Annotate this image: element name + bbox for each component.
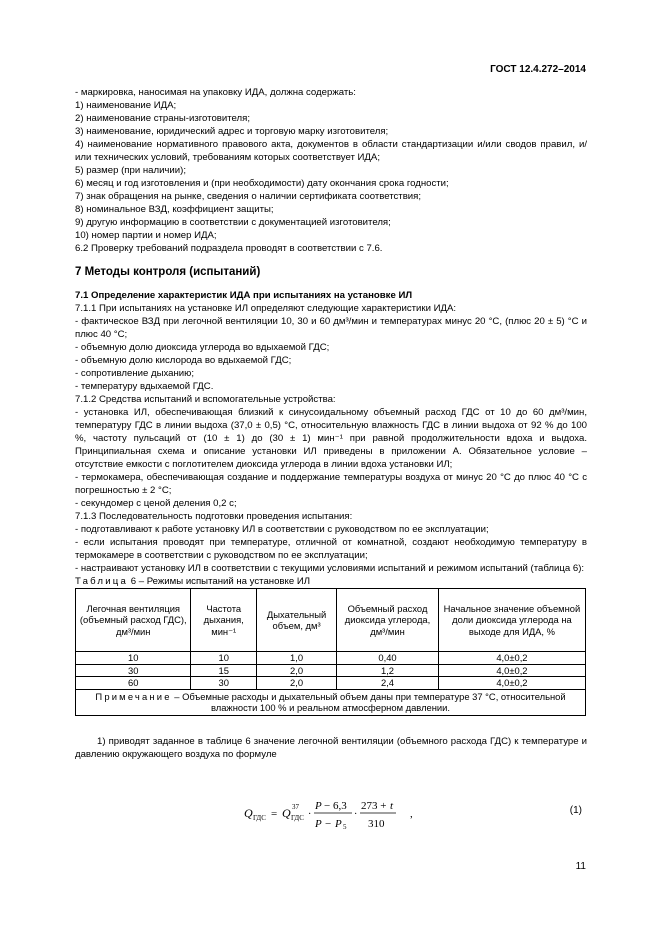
list-item: 6) месяц и год изготовления и (при необходимости) дату окончания срока годности; — [75, 178, 449, 189]
table-cell: 4,0±0,2 — [438, 652, 585, 665]
svg-text:Q: Q — [244, 806, 253, 820]
page-number: 11 — [575, 861, 586, 872]
table-header-cell: Частота дыхания, мин⁻¹ — [191, 589, 257, 652]
svg-text:=: = — [271, 808, 278, 820]
list-item: - объемную долю кислорода во вдыхаемой ГДС; — [75, 355, 292, 366]
svg-text:ГДС: ГДС — [291, 814, 304, 822]
table-cell: 1,2 — [337, 664, 439, 677]
table-cell: 0,40 — [337, 652, 439, 665]
list-item: - если испытания проводят при температуре, отличной от комнатной, создают необходимую температуру в термокамере в соответствии с руководством по ее эксплуатации; — [75, 537, 587, 561]
table-row — [76, 664, 586, 677]
list-item: 2) наименование страны-изготовителя; — [75, 113, 250, 124]
means-list — [75, 406, 587, 510]
svg-text:P: P — [315, 800, 322, 812]
document-header: ГОСТ 12.4.272–2014 — [490, 64, 586, 75]
list-item: - сопротивление дыханию; — [75, 368, 195, 379]
table-note — [76, 689, 586, 715]
table-header-cell: Легочная вентиляция (объемный расход ГДС), дм³/мин — [76, 589, 191, 652]
svg-text:P: P — [315, 818, 322, 830]
table-row — [76, 677, 586, 690]
list-item: - объемную долю диоксида углерода во вдыхаемой ГДС; — [75, 342, 330, 353]
table-cell: 4,0±0,2 — [438, 677, 585, 690]
paragraph-7-1-3: 7.1.3 Последовательность подготовки проведения испытания: — [75, 511, 353, 522]
table-cell: 60 — [76, 677, 191, 690]
list-item: 8) номинальное ВЗД, коэффициент защиты; — [75, 204, 274, 215]
list-item: 3) наименование, юридический адрес и торговую марку изготовителя; — [75, 126, 389, 137]
table-row — [76, 652, 586, 665]
table-note-row — [76, 689, 586, 715]
marking-list — [75, 99, 587, 242]
table-caption-text: 6 – Режимы испытаний на установке ИЛ — [130, 576, 311, 587]
svg-text:·: · — [308, 809, 312, 820]
list-intro: - маркировка, наносимая на упаковку ИДА, должна содержать: — [75, 87, 356, 98]
list-item: - температуру вдыхаемой ГДС. — [75, 381, 214, 392]
svg-text:P: P — [335, 818, 342, 830]
list-item: 1) наименование ИДА; — [75, 100, 177, 111]
subsection-7-1-heading: 7.1 Определение характеристик ИДА при испытаниях на установке ИЛ — [75, 290, 413, 301]
table-header-row — [76, 589, 586, 652]
table-header-cell: Объемный расход диоксида углерода, дм³/мин — [337, 589, 439, 652]
formula-graphic — [244, 795, 424, 831]
svg-text:273 +: 273 + — [361, 800, 387, 812]
formula-number: (1) — [569, 805, 582, 816]
svg-text:,: , — [410, 808, 413, 820]
svg-text:Q: Q — [282, 806, 291, 820]
table-cell: 2,0 — [256, 677, 336, 690]
table-cell: 30 — [76, 664, 191, 677]
table-cell: 10 — [191, 652, 257, 665]
list-item: 4) наименование нормативного правового акта, документов в области стандартизации и/или сводов правил, и/или технических условий, требованиям которых соответствует ИДА; — [75, 139, 587, 163]
svg-text:t: t — [390, 800, 394, 812]
table-cell: 4,0±0,2 — [438, 664, 585, 677]
list-item: - настраивают установку ИЛ в соответствии с текущими условиями испытаний и режимом испытаний (таблица 6): — [75, 563, 585, 574]
table-cell: 30 — [191, 677, 257, 690]
preparation-list — [75, 523, 587, 575]
list-item: 10) номер партии и номер ИДА; — [75, 230, 217, 241]
svg-text:− 6,3: − 6,3 — [324, 800, 347, 812]
paragraph-7-1-2: 7.1.2 Средства испытаний и вспомогательные устройства: — [75, 394, 336, 405]
list-item: - фактическое ВЗД при легочной вентиляции 10, 30 и 60 дм³/мин и температурах минус 20 °С, (плюс 20 ± 5) °С и плюс 40 °С; — [75, 316, 587, 340]
list-item: - установка ИЛ, обеспечивающая близкий к синусоидальному объемный расход ГДС от 10 до 60 дм³/мин, температуру ГДС в линии выдоха (37,0 ± 0,5) °С, относительную влажность ГДС в линии выдоха от 92 % до 100 %, частоту пульсаций от (10 ± 1) до (30 ± 1) мин⁻¹ при равной продолжительности вдоха и выдоха. Принципиальная схема и описание установки ИЛ приведены в приложении А. Обязательное условие – отсутствие емкости с поглотителем диоксида углерода в линии вдоха установки ИЛ; — [75, 407, 587, 470]
section-7-heading: 7 Методы контроля (испытаний) — [75, 266, 261, 278]
table-caption-word: Таблица — [75, 576, 129, 587]
table-cell: 1,0 — [256, 652, 336, 665]
paragraph-6-2: 6.2 Проверку требований подраздела проводят в соответствии с 7.6. — [75, 243, 383, 254]
table-note-text: – Объемные расходы и дыхательный объем даны при температуре 37 °С, относительной влажности 100 % и реальном атмосферном давлении. — [171, 690, 566, 713]
paragraph-formula-intro: 1) приводят заданное в таблице 6 значение легочной вентиляции (объемного расхода ГДС) к температуре и давлению окружающего воздуха по формуле — [75, 735, 587, 760]
table-body — [76, 652, 586, 690]
table-header-cell: Начальное значение объемной доли диоксида углерода на выходе для ИДА, % — [438, 589, 585, 652]
svg-text:−: − — [325, 818, 332, 830]
table-caption — [75, 575, 587, 588]
list-item: - подготавливают к работе установку ИЛ в соответствии с руководством по ее эксплуатации; — [75, 524, 489, 535]
svg-text:37: 37 — [292, 803, 299, 811]
test-modes-table — [75, 588, 586, 716]
svg-text:5: 5 — [343, 823, 347, 831]
table-header-cell: Дыхательный объем, дм³ — [256, 589, 336, 652]
table-cell: 10 — [76, 652, 191, 665]
page-body — [75, 86, 587, 761]
table-note-word: Примечание — [95, 690, 172, 702]
list-item: 7) знак обращения на рынке, сведения о наличии сертификата соответствия; — [75, 191, 422, 202]
formula-1 — [244, 795, 424, 835]
list-item: - секундомер с ценой деления 0,2 с; — [75, 498, 237, 509]
list-item: 9) другую информацию в соответствии с документацией изготовителя; — [75, 217, 391, 228]
characteristics-list — [75, 315, 587, 393]
svg-text:310: 310 — [368, 818, 385, 830]
paragraph-7-1-1: 7.1.1 При испытаниях на установке ИЛ определяют следующие характеристики ИДА: — [75, 303, 457, 314]
svg-text:ГДС: ГДС — [253, 814, 266, 822]
table-cell: 2,4 — [337, 677, 439, 690]
table-cell: 15 — [191, 664, 257, 677]
list-item: - термокамера, обеспечивающая создание и поддержание температуры воздуха от минус 20 °С до плюс 40 °С с погрешностью ± 2 °С; — [75, 472, 587, 496]
list-item: 5) размер (при наличии); — [75, 165, 187, 176]
table-cell: 2,0 — [256, 664, 336, 677]
svg-text:·: · — [354, 809, 358, 820]
